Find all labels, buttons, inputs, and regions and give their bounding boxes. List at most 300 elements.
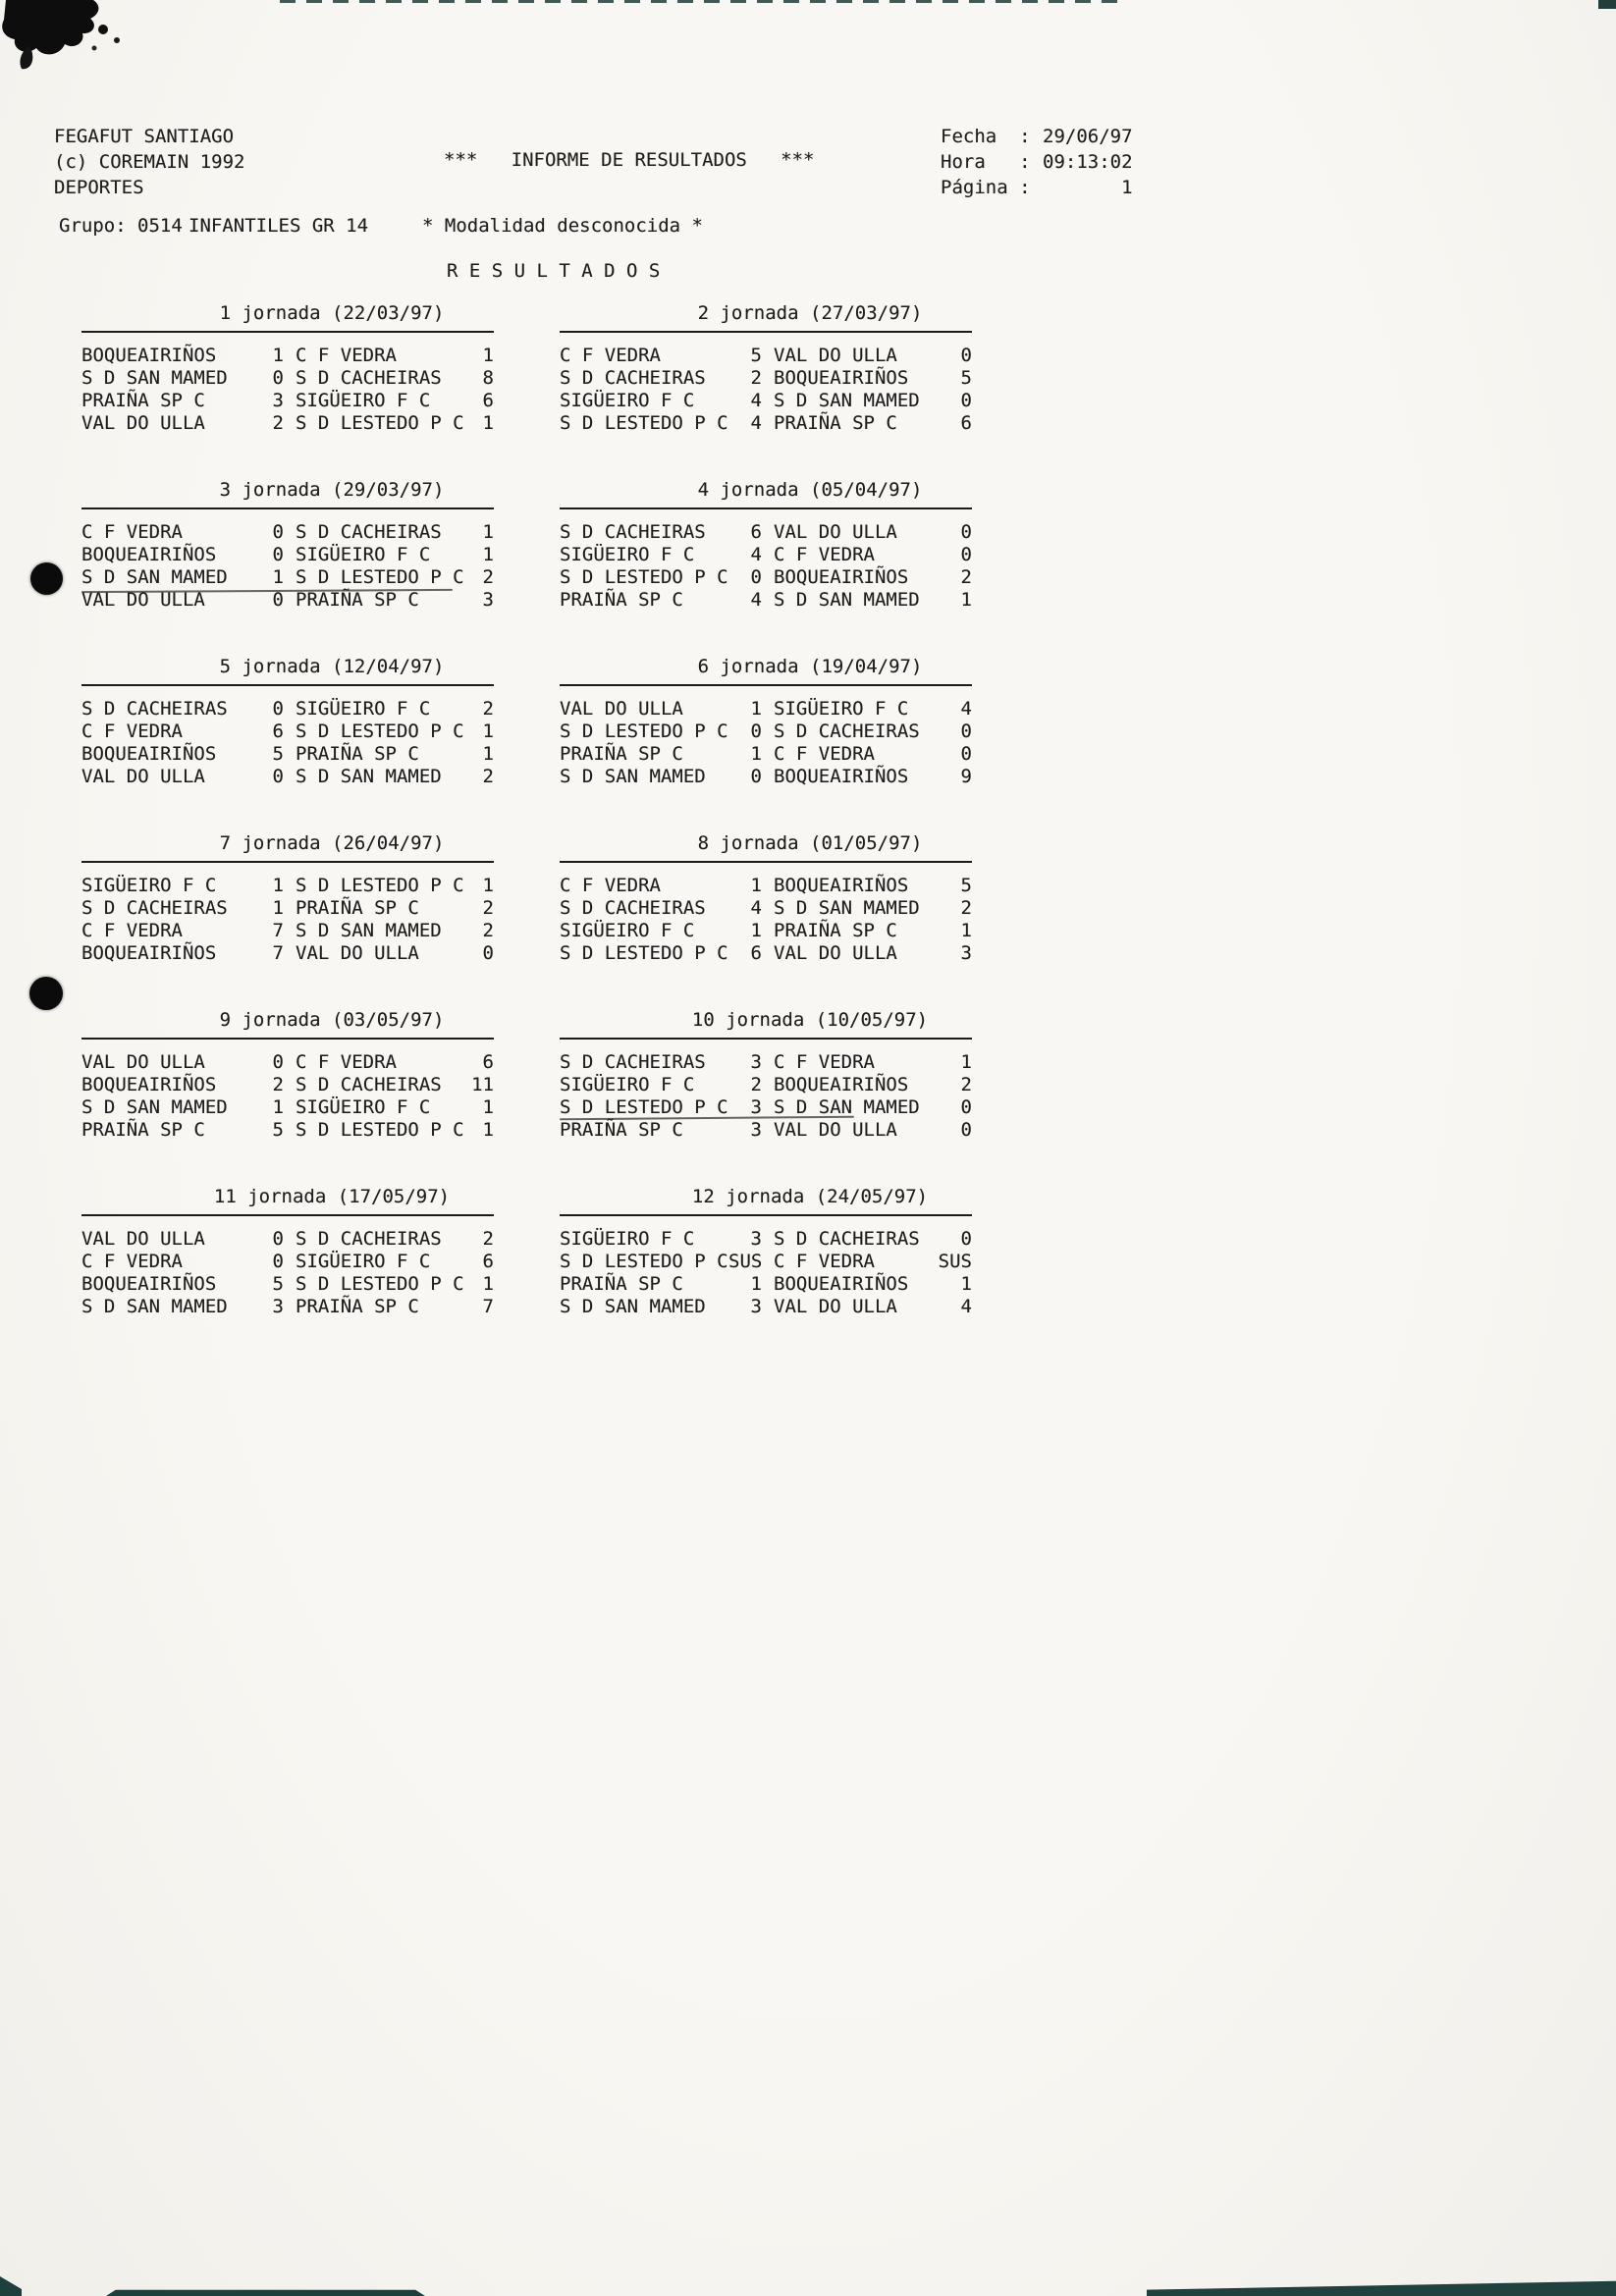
match-list xyxy=(81,875,494,965)
home-team: VAL DO ULLA xyxy=(81,589,205,611)
jornada-rule xyxy=(560,1038,972,1040)
home-score: 0 xyxy=(272,1051,284,1073)
match-row xyxy=(81,566,494,589)
home-team: SIGÜEIRO F C xyxy=(560,920,695,941)
home-team: S D LESTEDO P C xyxy=(560,721,728,742)
match-row xyxy=(81,743,494,766)
fecha-label: Fecha : xyxy=(941,126,1031,147)
home-team: BOQUEAIRIÑOS xyxy=(81,345,217,366)
meta-row-hora xyxy=(941,149,1133,175)
match-row xyxy=(81,589,494,612)
home-score: 0 xyxy=(272,589,284,611)
scan-edge-bottom-right xyxy=(1147,2280,1616,2296)
match-row xyxy=(81,1228,494,1251)
match-row xyxy=(81,942,494,965)
jornada-block xyxy=(81,1186,494,1318)
match-list xyxy=(560,875,972,965)
home-score: 2 xyxy=(272,1074,284,1095)
match-row xyxy=(560,1051,972,1074)
jornada-block xyxy=(560,479,972,612)
match-row xyxy=(560,390,972,412)
match-list xyxy=(81,1228,494,1318)
away-team: VAL DO ULLA xyxy=(774,1119,897,1141)
away-team: PRAIÑA SP C xyxy=(296,1296,419,1317)
home-score: 3 xyxy=(272,1296,284,1317)
home-score: 4 xyxy=(750,412,762,434)
away-score: 4 xyxy=(960,698,972,720)
jornada-block xyxy=(81,302,494,435)
match-row xyxy=(560,875,972,897)
away-team: S D SAN MAMED xyxy=(774,1096,920,1118)
away-team: S D LESTEDO P C xyxy=(296,1273,464,1295)
away-score: 0 xyxy=(960,544,972,565)
home-team: S D CACHEIRAS xyxy=(560,897,706,919)
home-score: 0 xyxy=(750,766,762,787)
match-row xyxy=(560,367,972,390)
home-team: SIGÜEIRO F C xyxy=(560,390,695,411)
away-team: BOQUEAIRIÑOS xyxy=(774,875,909,896)
home-team: S D LESTEDO P C xyxy=(560,1251,728,1272)
match-row xyxy=(81,721,494,743)
match-list xyxy=(560,1051,972,1142)
jornada-rule xyxy=(81,1214,494,1216)
home-score: 0 xyxy=(272,1228,284,1250)
home-team: BOQUEAIRIÑOS xyxy=(81,1074,217,1095)
match-row xyxy=(81,897,494,920)
away-score: 1 xyxy=(482,875,494,896)
home-team: BOQUEAIRIÑOS xyxy=(81,743,217,765)
org-line-3: DEPORTES xyxy=(54,177,144,198)
jornada-title: 4 jornada (05/04/97) xyxy=(697,479,923,501)
jornada-title: 9 jornada (03/05/97) xyxy=(219,1009,445,1031)
away-score: 1 xyxy=(482,721,494,742)
away-score: 0 xyxy=(960,521,972,543)
home-team: PRAIÑA SP C xyxy=(560,589,683,611)
away-score: 2 xyxy=(482,566,494,588)
home-score: 4 xyxy=(750,897,762,919)
away-team: C F VEDRA xyxy=(774,1051,875,1073)
home-score: 6 xyxy=(272,721,284,742)
away-score: 11 xyxy=(471,1074,494,1095)
away-team: C F VEDRA xyxy=(774,544,875,565)
home-team: PRAIÑA SP C xyxy=(560,743,683,765)
home-score: 0 xyxy=(272,521,284,543)
match-row xyxy=(560,721,972,743)
jornada-title: 3 jornada (29/03/97) xyxy=(219,479,445,501)
away-score: 0 xyxy=(960,721,972,742)
away-score: 2 xyxy=(482,920,494,941)
jornada-title: 2 jornada (27/03/97) xyxy=(697,302,923,324)
home-score: 3 xyxy=(750,1096,762,1118)
punch-hole xyxy=(30,562,63,595)
away-team: C F VEDRA xyxy=(774,743,875,765)
away-team: SIGÜEIRO F C xyxy=(774,698,909,720)
meta-row-pagina xyxy=(941,175,1133,200)
away-team: S D SAN MAMED xyxy=(774,390,920,411)
away-score: 2 xyxy=(482,766,494,787)
home-score: 1 xyxy=(272,897,284,919)
match-row xyxy=(560,521,972,544)
match-row xyxy=(560,412,972,435)
home-team: BOQUEAIRIÑOS xyxy=(81,544,217,565)
home-team: PRAIÑA SP C xyxy=(81,390,205,411)
match-row xyxy=(81,875,494,897)
home-team: C F VEDRA xyxy=(81,721,183,742)
away-score: 1 xyxy=(960,920,972,941)
home-score: 0 xyxy=(272,698,284,720)
away-team: SIGÜEIRO F C xyxy=(296,1096,431,1118)
jornada-rule xyxy=(81,861,494,863)
home-team: C F VEDRA xyxy=(81,521,183,543)
away-score: 4 xyxy=(960,1296,972,1317)
away-score: 1 xyxy=(960,1051,972,1073)
home-team: SIGÜEIRO F C xyxy=(560,544,695,565)
home-score: 5 xyxy=(272,1273,284,1295)
home-score: 2 xyxy=(750,1074,762,1095)
home-team: S D LESTEDO P C xyxy=(560,1096,728,1118)
match-list xyxy=(560,345,972,435)
away-score: 6 xyxy=(482,390,494,411)
ink-stain xyxy=(0,0,147,80)
away-team: S D LESTEDO P C xyxy=(296,412,464,434)
home-score: 3 xyxy=(272,390,284,411)
home-score: 1 xyxy=(750,743,762,765)
away-score: 0 xyxy=(960,743,972,765)
group-line xyxy=(0,215,1616,240)
jornada-rule xyxy=(81,507,494,509)
home-team: S D CACHEIRAS xyxy=(560,367,706,389)
match-row xyxy=(560,743,972,766)
home-team: S D SAN MAMED xyxy=(81,367,228,389)
away-score: 1 xyxy=(960,1273,972,1295)
home-team: PRAIÑA SP C xyxy=(560,1273,683,1295)
home-score: 4 xyxy=(750,589,762,611)
away-team: SIGÜEIRO F C xyxy=(296,544,431,565)
away-team: S D CACHEIRAS xyxy=(296,367,442,389)
match-row xyxy=(81,521,494,544)
home-score: 0 xyxy=(272,766,284,787)
away-team: BOQUEAIRIÑOS xyxy=(774,766,909,787)
match-row xyxy=(560,1228,972,1251)
match-row xyxy=(560,698,972,721)
away-team: S D CACHEIRAS xyxy=(296,1228,442,1250)
away-score: 1 xyxy=(482,1273,494,1295)
away-score: 1 xyxy=(482,544,494,565)
match-row xyxy=(81,412,494,435)
home-score: 1 xyxy=(272,1096,284,1118)
jornada-block xyxy=(81,832,494,965)
home-team: C F VEDRA xyxy=(560,875,661,896)
home-score: 1 xyxy=(750,698,762,720)
away-team: PRAIÑA SP C xyxy=(774,412,897,434)
away-score: 2 xyxy=(960,1074,972,1095)
scan-edge-top xyxy=(280,0,1124,3)
match-row xyxy=(81,1119,494,1142)
home-score: 1 xyxy=(272,345,284,366)
home-score: 0 xyxy=(750,566,762,588)
jornada-block xyxy=(81,656,494,788)
punch-hole xyxy=(29,977,63,1010)
group-modalidad: * Modalidad desconocida * xyxy=(422,215,703,237)
match-row xyxy=(81,766,494,788)
hora-label: Hora : xyxy=(941,151,1031,173)
jornada-rule xyxy=(560,331,972,333)
match-row xyxy=(81,1273,494,1296)
home-team: S D SAN MAMED xyxy=(81,1096,228,1118)
home-team: C F VEDRA xyxy=(560,345,661,366)
home-score: 4 xyxy=(750,390,762,411)
home-team: PRAIÑA SP C xyxy=(560,1119,683,1141)
results-grid xyxy=(81,302,972,1318)
home-team: S D LESTEDO P C xyxy=(560,566,728,588)
match-row xyxy=(560,345,972,367)
hora-value: 09:13:02 xyxy=(1043,151,1133,173)
home-score: 0 xyxy=(272,367,284,389)
jornada-rule xyxy=(81,331,494,333)
home-score: 7 xyxy=(272,920,284,941)
away-score: SUS xyxy=(938,1251,972,1272)
away-team: S D CACHEIRAS xyxy=(296,521,442,543)
away-score: 1 xyxy=(482,743,494,765)
home-team: C F VEDRA xyxy=(81,1251,183,1272)
away-score: 0 xyxy=(482,942,494,964)
away-team: S D LESTEDO P C xyxy=(296,875,464,896)
away-score: 3 xyxy=(960,942,972,964)
away-team: BOQUEAIRIÑOS xyxy=(774,566,909,588)
away-score: 0 xyxy=(960,1228,972,1250)
org-line-1: FEGAFUT SANTIAGO xyxy=(54,126,235,147)
away-score: 1 xyxy=(482,345,494,366)
match-row xyxy=(560,766,972,788)
home-team: VAL DO ULLA xyxy=(560,698,683,720)
away-team: VAL DO ULLA xyxy=(296,942,419,964)
away-score: 0 xyxy=(960,390,972,411)
match-row xyxy=(560,566,972,589)
home-team: S D SAN MAMED xyxy=(81,566,228,588)
home-score: 4 xyxy=(750,544,762,565)
home-team: S D SAN MAMED xyxy=(81,1296,228,1317)
home-score: 5 xyxy=(272,743,284,765)
match-list xyxy=(560,521,972,612)
home-team: VAL DO ULLA xyxy=(81,1228,205,1250)
home-score: 3 xyxy=(750,1296,762,1317)
away-team: S D CACHEIRAS xyxy=(296,1074,442,1095)
away-team: SIGÜEIRO F C xyxy=(296,1251,431,1272)
away-team: S D SAN MAMED xyxy=(774,897,920,919)
report-title: *** INFORME DE RESULTADOS *** xyxy=(444,149,815,171)
fecha-value: 29/06/97 xyxy=(1043,126,1133,147)
match-row xyxy=(81,920,494,942)
scan-corner-bottom-left xyxy=(0,2276,22,2296)
home-team: SIGÜEIRO F C xyxy=(560,1074,695,1095)
home-score: 5 xyxy=(272,1119,284,1141)
away-team: S D LESTEDO P C xyxy=(296,1119,464,1141)
away-team: S D CACHEIRAS xyxy=(774,1228,920,1250)
match-row xyxy=(81,1051,494,1074)
away-score: 1 xyxy=(482,521,494,543)
match-row xyxy=(81,390,494,412)
jornada-title: 10 jornada (10/05/97) xyxy=(691,1009,929,1031)
match-row xyxy=(560,1074,972,1096)
home-score: 1 xyxy=(272,875,284,896)
home-team: S D CACHEIRAS xyxy=(81,897,228,919)
meta-block xyxy=(941,124,1133,200)
away-team: S D SAN MAMED xyxy=(296,766,442,787)
home-score: 3 xyxy=(750,1228,762,1250)
match-list xyxy=(560,698,972,788)
home-score: 1 xyxy=(272,566,284,588)
match-row xyxy=(560,1096,972,1119)
home-team: BOQUEAIRIÑOS xyxy=(81,1273,217,1295)
match-row xyxy=(560,1119,972,1142)
home-score: 1 xyxy=(750,1273,762,1295)
home-score: 3 xyxy=(750,1119,762,1141)
match-row xyxy=(560,1273,972,1296)
away-team: S D SAN MAMED xyxy=(296,920,442,941)
match-list xyxy=(560,1228,972,1318)
match-row xyxy=(560,589,972,612)
match-row xyxy=(81,1296,494,1318)
match-row xyxy=(560,1296,972,1318)
away-score: 6 xyxy=(482,1051,494,1073)
jornada-rule xyxy=(81,684,494,686)
home-team: PRAIÑA SP C xyxy=(81,1119,205,1141)
home-team: S D LESTEDO P C xyxy=(560,942,728,964)
jornada-block xyxy=(560,656,972,788)
home-score: 0 xyxy=(272,544,284,565)
match-row xyxy=(81,1074,494,1096)
scan-corner-top-right xyxy=(1598,0,1616,9)
home-score: 3 xyxy=(750,1051,762,1073)
away-team: VAL DO ULLA xyxy=(774,521,897,543)
org-block xyxy=(54,124,244,200)
away-team: PRAIÑA SP C xyxy=(296,897,419,919)
match-row xyxy=(560,1251,972,1273)
jornada-block xyxy=(81,479,494,612)
away-team: S D LESTEDO P C xyxy=(296,721,464,742)
away-team: S D CACHEIRAS xyxy=(774,721,920,742)
jornada-title: 12 jornada (24/05/97) xyxy=(691,1186,929,1207)
away-score: 0 xyxy=(960,345,972,366)
home-team: S D CACHEIRAS xyxy=(81,698,228,720)
away-team: C F VEDRA xyxy=(296,345,397,366)
meta-row-fecha xyxy=(941,124,1133,149)
home-team: C F VEDRA xyxy=(81,920,183,941)
away-team: VAL DO ULLA xyxy=(774,345,897,366)
away-score: 1 xyxy=(482,1119,494,1141)
away-score: 9 xyxy=(960,766,972,787)
away-score: 7 xyxy=(482,1296,494,1317)
jornada-rule xyxy=(560,861,972,863)
match-row xyxy=(81,1096,494,1119)
away-score: 6 xyxy=(960,412,972,434)
away-score: 2 xyxy=(482,897,494,919)
away-team: BOQUEAIRIÑOS xyxy=(774,1273,909,1295)
home-score: 1 xyxy=(750,875,762,896)
results-heading: R E S U L T A D O S xyxy=(447,260,661,282)
match-list xyxy=(81,1051,494,1142)
home-team: BOQUEAIRIÑOS xyxy=(81,942,217,964)
match-row xyxy=(81,345,494,367)
home-team: SIGÜEIRO F C xyxy=(560,1228,695,1250)
away-score: 5 xyxy=(960,367,972,389)
away-score: 0 xyxy=(960,1096,972,1118)
away-team: C F VEDRA xyxy=(296,1051,397,1073)
group-label: Grupo: xyxy=(59,215,127,237)
jornada-title: 8 jornada (01/05/97) xyxy=(697,832,923,854)
scan-edge-bottom-mid xyxy=(106,2287,425,2296)
away-team: C F VEDRA xyxy=(774,1251,875,1272)
away-score: 2 xyxy=(482,698,494,720)
home-score: 0 xyxy=(272,1251,284,1272)
away-team: VAL DO ULLA xyxy=(774,942,897,964)
away-score: 3 xyxy=(482,589,494,611)
match-row xyxy=(560,942,972,965)
jornada-title: 6 jornada (19/04/97) xyxy=(697,656,923,677)
away-team: S D SAN MAMED xyxy=(774,589,920,611)
home-team: VAL DO ULLA xyxy=(81,412,205,434)
away-team: PRAIÑA SP C xyxy=(296,589,419,611)
home-team: S D SAN MAMED xyxy=(560,1296,706,1317)
home-score: 0 xyxy=(750,721,762,742)
home-score: 7 xyxy=(272,942,284,964)
home-score: 6 xyxy=(750,942,762,964)
home-team: S D CACHEIRAS xyxy=(560,521,706,543)
match-list xyxy=(81,521,494,612)
away-score: 8 xyxy=(482,367,494,389)
org-line-2: (c) COREMAIN 1992 xyxy=(54,151,245,173)
home-score: 2 xyxy=(750,367,762,389)
match-row xyxy=(560,897,972,920)
away-score: 2 xyxy=(960,566,972,588)
jornada-rule xyxy=(560,1214,972,1216)
away-score: 1 xyxy=(482,1096,494,1118)
away-team: SIGÜEIRO F C xyxy=(296,390,431,411)
jornada-title: 7 jornada (26/04/97) xyxy=(219,832,445,854)
home-team: VAL DO ULLA xyxy=(81,1051,205,1073)
group-name: INFANTILES GR 14 xyxy=(189,215,369,237)
match-row xyxy=(81,1251,494,1273)
away-team: BOQUEAIRIÑOS xyxy=(774,1074,909,1095)
jornada-block xyxy=(560,1186,972,1318)
away-team: VAL DO ULLA xyxy=(774,1296,897,1317)
home-score: 1 xyxy=(750,920,762,941)
jornada-title: 1 jornada (22/03/97) xyxy=(219,302,445,324)
home-score: 2 xyxy=(272,412,284,434)
jornada-block xyxy=(560,302,972,435)
away-team: S D LESTEDO P C xyxy=(296,566,464,588)
home-team: SIGÜEIRO F C xyxy=(81,875,217,896)
match-row xyxy=(81,367,494,390)
away-score: 0 xyxy=(960,1119,972,1141)
pagina-label: Página : xyxy=(941,177,1031,198)
away-score: 1 xyxy=(482,412,494,434)
home-score: 5 xyxy=(750,345,762,366)
group-code: 0514 xyxy=(137,215,183,237)
away-team: PRAIÑA SP C xyxy=(296,743,419,765)
home-score: SUS xyxy=(728,1251,763,1272)
home-team: S D LESTEDO P C xyxy=(560,412,728,434)
match-row xyxy=(560,920,972,942)
home-score: 6 xyxy=(750,521,762,543)
jornada-title: 5 jornada (12/04/97) xyxy=(219,656,445,677)
jornada-block xyxy=(560,832,972,965)
away-score: 1 xyxy=(960,589,972,611)
away-score: 2 xyxy=(482,1228,494,1250)
away-score: 2 xyxy=(960,897,972,919)
jornada-block xyxy=(81,1009,494,1142)
jornada-rule xyxy=(560,684,972,686)
